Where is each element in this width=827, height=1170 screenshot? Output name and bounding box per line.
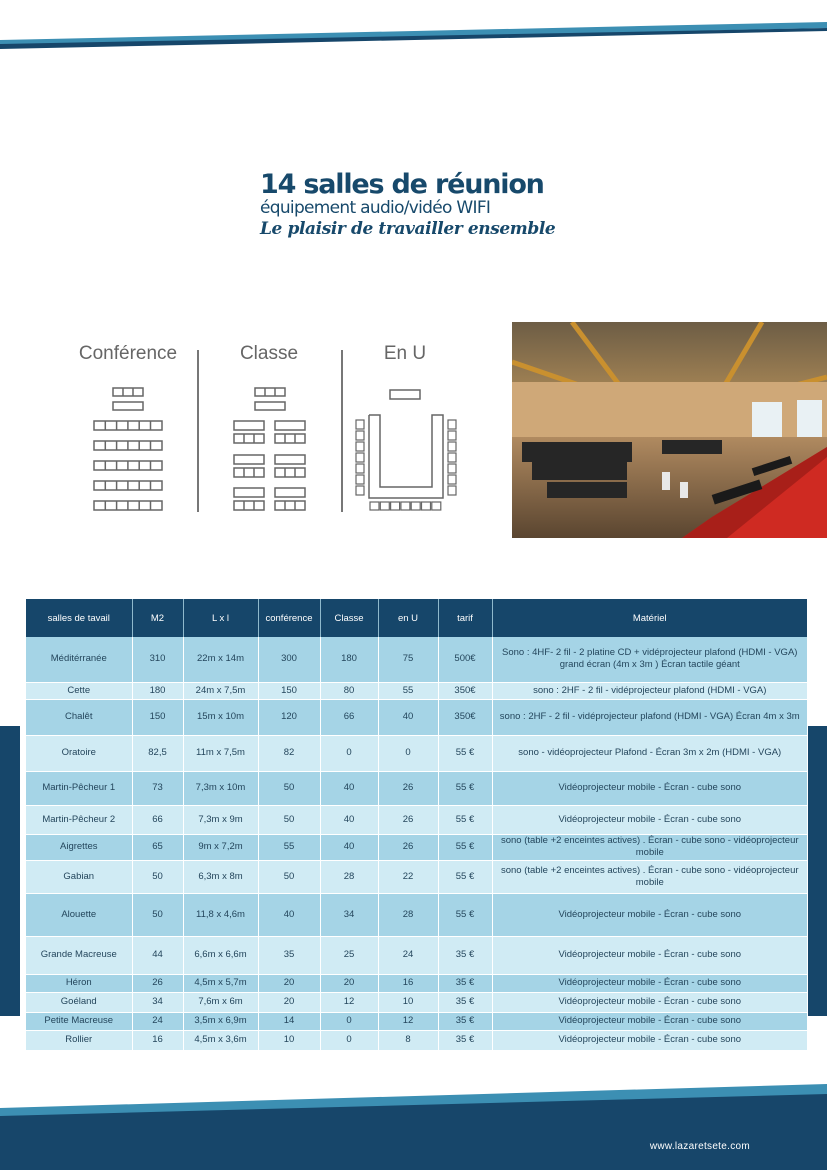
header-wave-decoration bbox=[0, 0, 827, 60]
cell-area-m2: 73 bbox=[132, 771, 183, 805]
cell-conference-capacity: 35 bbox=[258, 936, 320, 974]
cell-dimensions: 22m x 14m bbox=[183, 637, 258, 682]
cell-classe-capacity: 25 bbox=[320, 936, 378, 974]
cell-classe-capacity: 12 bbox=[320, 992, 378, 1012]
table-row bbox=[26, 834, 807, 860]
table-row bbox=[26, 936, 807, 974]
cell-u-capacity: 28 bbox=[378, 893, 438, 936]
table-row bbox=[26, 974, 807, 992]
cell-area-m2: 44 bbox=[132, 936, 183, 974]
cell-classe-capacity: 40 bbox=[320, 805, 378, 834]
cell-u-capacity: 75 bbox=[378, 637, 438, 682]
page-subtitle: équipement audio/vidéo WIFI bbox=[260, 198, 491, 218]
cell-u-capacity: 16 bbox=[378, 974, 438, 992]
cell-dimensions: 4,5m x 3,6m bbox=[183, 1030, 258, 1050]
cell-room-name: Héron bbox=[26, 974, 132, 992]
layout-label-conference: Conférence bbox=[78, 343, 178, 364]
cell-equipment: sono (table +2 enceintes actives) . Écran - cube sono - vidéoprojecteur mobile bbox=[492, 860, 807, 893]
cell-dimensions: 7,3m x 10m bbox=[183, 771, 258, 805]
cell-conference-capacity: 14 bbox=[258, 1012, 320, 1030]
cell-room-name: Cette bbox=[26, 682, 132, 699]
cell-equipment: sono : 2HF - 2 fil - vidéprojecteur plafond (HDMI - VGA) bbox=[492, 682, 807, 699]
footer-website[interactable]: www.lazaretsete.com bbox=[649, 1141, 750, 1152]
cell-dimensions: 9m x 7,2m bbox=[183, 834, 258, 860]
cell-price: 55 € bbox=[438, 805, 492, 834]
cell-equipment: Vidéoprojecteur mobile - Écran - cube sono bbox=[492, 771, 807, 805]
cell-equipment: Vidéoprojecteur mobile - Écran - cube sono bbox=[492, 1030, 807, 1050]
cell-area-m2: 50 bbox=[132, 860, 183, 893]
column-header-classe-capacity: Classe bbox=[320, 599, 378, 637]
cell-price: 35 € bbox=[438, 1012, 492, 1030]
cell-price: 55 € bbox=[438, 834, 492, 860]
table-row bbox=[26, 805, 807, 834]
column-header-conference-capacity: conférence bbox=[258, 599, 320, 637]
cell-dimensions: 15m x 10m bbox=[183, 699, 258, 735]
cell-area-m2: 310 bbox=[132, 637, 183, 682]
cell-room-name: Petite Macreuse bbox=[26, 1012, 132, 1030]
cell-conference-capacity: 82 bbox=[258, 735, 320, 771]
cell-equipment: Vidéoprojecteur mobile - Écran - cube sono bbox=[492, 1012, 807, 1030]
cell-area-m2: 26 bbox=[132, 974, 183, 992]
cell-dimensions: 6,6m x 6,6m bbox=[183, 936, 258, 974]
cell-equipment: Vidéoprojecteur mobile - Écran - cube sono bbox=[492, 936, 807, 974]
cell-room-name: Alouette bbox=[26, 893, 132, 936]
cell-classe-capacity: 40 bbox=[320, 834, 378, 860]
cell-classe-capacity: 28 bbox=[320, 860, 378, 893]
cell-room-name: Chalêt bbox=[26, 699, 132, 735]
table-row bbox=[26, 735, 807, 771]
cell-classe-capacity: 0 bbox=[320, 735, 378, 771]
cell-area-m2: 24 bbox=[132, 1012, 183, 1030]
cell-u-capacity: 26 bbox=[378, 805, 438, 834]
cell-equipment: Sono : 4HF- 2 fil - 2 platine CD + vidéprojecteur plafond (HDMI - VGA) grand écran (4m x 3m ) Écran tactile géant bbox=[492, 637, 807, 682]
cell-conference-capacity: 50 bbox=[258, 860, 320, 893]
cell-conference-capacity: 150 bbox=[258, 682, 320, 699]
cell-area-m2: 50 bbox=[132, 893, 183, 936]
cell-u-capacity: 40 bbox=[378, 699, 438, 735]
layout-separator bbox=[197, 350, 199, 512]
cell-room-name: Aigrettes bbox=[26, 834, 132, 860]
table-header-row bbox=[26, 599, 807, 637]
cell-u-capacity: 26 bbox=[378, 834, 438, 860]
cell-classe-capacity: 66 bbox=[320, 699, 378, 735]
cell-room-name: Méditérranée bbox=[26, 637, 132, 682]
cell-u-capacity: 22 bbox=[378, 860, 438, 893]
rooms-table bbox=[26, 599, 807, 1051]
footer-wave-decoration bbox=[0, 1080, 827, 1170]
cell-price: 35 € bbox=[438, 936, 492, 974]
column-header-price: tarif bbox=[438, 599, 492, 637]
cell-room-name: Rollier bbox=[26, 1030, 132, 1050]
tagline: Le plaisir de travailler ensemble bbox=[260, 219, 556, 239]
cell-area-m2: 82,5 bbox=[132, 735, 183, 771]
cell-conference-capacity: 40 bbox=[258, 893, 320, 936]
classroom-layout-icon bbox=[231, 383, 311, 515]
cell-conference-capacity: 55 bbox=[258, 834, 320, 860]
table-row bbox=[26, 860, 807, 893]
conference-layout-icon bbox=[90, 383, 166, 515]
column-header-room-name: salles de tavail bbox=[26, 599, 132, 637]
cell-dimensions: 24m x 7,5m bbox=[183, 682, 258, 699]
column-header-u-capacity: en U bbox=[378, 599, 438, 637]
cell-room-name: Grande Macreuse bbox=[26, 936, 132, 974]
table-row bbox=[26, 771, 807, 805]
cell-conference-capacity: 10 bbox=[258, 1030, 320, 1050]
cell-equipment: sono (table +2 enceintes actives) . Écran - cube sono - vidéoprojecteur mobile bbox=[492, 834, 807, 860]
cell-room-name: Oratoire bbox=[26, 735, 132, 771]
cell-u-capacity: 26 bbox=[378, 771, 438, 805]
cell-price: 55 € bbox=[438, 771, 492, 805]
cell-classe-capacity: 40 bbox=[320, 771, 378, 805]
table-row bbox=[26, 893, 807, 936]
cell-conference-capacity: 300 bbox=[258, 637, 320, 682]
cell-dimensions: 7,3m x 9m bbox=[183, 805, 258, 834]
table-row bbox=[26, 992, 807, 1012]
cell-equipment: sono : 2HF - 2 fil - vidéprojecteur plafond (HDMI - VGA) Écran 4m x 3m bbox=[492, 699, 807, 735]
cell-price: 55 € bbox=[438, 735, 492, 771]
cell-equipment: Vidéoprojecteur mobile - Écran - cube sono bbox=[492, 805, 807, 834]
cell-price: 500€ bbox=[438, 637, 492, 682]
cell-price: 55 € bbox=[438, 860, 492, 893]
cell-area-m2: 16 bbox=[132, 1030, 183, 1050]
cell-u-capacity: 8 bbox=[378, 1030, 438, 1050]
cell-u-capacity: 55 bbox=[378, 682, 438, 699]
cell-area-m2: 66 bbox=[132, 805, 183, 834]
column-header-area-m2: M2 bbox=[132, 599, 183, 637]
cell-u-capacity: 12 bbox=[378, 1012, 438, 1030]
cell-price: 35 € bbox=[438, 974, 492, 992]
table-row bbox=[26, 1012, 807, 1030]
title-block bbox=[260, 170, 555, 239]
layout-label-en-u: En U bbox=[383, 343, 427, 364]
table-row bbox=[26, 682, 807, 699]
right-accent-bar bbox=[808, 726, 827, 1016]
cell-conference-capacity: 120 bbox=[258, 699, 320, 735]
meeting-room-photo bbox=[512, 322, 827, 538]
cell-dimensions: 11,8 x 4,6m bbox=[183, 893, 258, 936]
cell-u-capacity: 0 bbox=[378, 735, 438, 771]
cell-conference-capacity: 20 bbox=[258, 992, 320, 1012]
cell-conference-capacity: 20 bbox=[258, 974, 320, 992]
cell-classe-capacity: 80 bbox=[320, 682, 378, 699]
cell-classe-capacity: 0 bbox=[320, 1030, 378, 1050]
cell-u-capacity: 10 bbox=[378, 992, 438, 1012]
cell-price: 35 € bbox=[438, 1030, 492, 1050]
cell-price: 35 € bbox=[438, 992, 492, 1012]
cell-area-m2: 180 bbox=[132, 682, 183, 699]
cell-equipment: Vidéoprojecteur mobile - Écran - cube sono bbox=[492, 893, 807, 936]
cell-price: 55 € bbox=[438, 893, 492, 936]
cell-equipment: Vidéoprojecteur mobile - Écran - cube sono bbox=[492, 992, 807, 1012]
cell-conference-capacity: 50 bbox=[258, 771, 320, 805]
cell-classe-capacity: 0 bbox=[320, 1012, 378, 1030]
cell-classe-capacity: 180 bbox=[320, 637, 378, 682]
column-header-equipment: Matériel bbox=[492, 599, 807, 637]
cell-room-name: Goéland bbox=[26, 992, 132, 1012]
table-row bbox=[26, 637, 807, 682]
cell-dimensions: 11m x 7,5m bbox=[183, 735, 258, 771]
cell-dimensions: 3,5m x 6,9m bbox=[183, 1012, 258, 1030]
cell-classe-capacity: 34 bbox=[320, 893, 378, 936]
cell-room-name: Gabian bbox=[26, 860, 132, 893]
cell-equipment: sono - vidéoprojecteur Plafond - Écran 3m x 2m (HDMI - VGA) bbox=[492, 735, 807, 771]
cell-price: 350€ bbox=[438, 699, 492, 735]
layout-separator bbox=[341, 350, 343, 512]
cell-area-m2: 150 bbox=[132, 699, 183, 735]
cell-price: 350€ bbox=[438, 682, 492, 699]
cell-area-m2: 34 bbox=[132, 992, 183, 1012]
layout-label-classe: Classe bbox=[239, 343, 299, 364]
cell-area-m2: 65 bbox=[132, 834, 183, 860]
cell-u-capacity: 24 bbox=[378, 936, 438, 974]
cell-dimensions: 6,3m x 8m bbox=[183, 860, 258, 893]
cell-equipment: Vidéoprojecteur mobile - Écran - cube sono bbox=[492, 974, 807, 992]
cell-room-name: Martin-Pêcheur 1 bbox=[26, 771, 132, 805]
left-accent-bar bbox=[0, 726, 20, 1016]
table-row bbox=[26, 1030, 807, 1050]
table-row bbox=[26, 699, 807, 735]
u-shape-layout-icon bbox=[352, 383, 460, 515]
cell-conference-capacity: 50 bbox=[258, 805, 320, 834]
cell-dimensions: 7,6m x 6m bbox=[183, 992, 258, 1012]
cell-room-name: Martin-Pêcheur 2 bbox=[26, 805, 132, 834]
page-title: 14 salles de réunion bbox=[260, 169, 544, 200]
column-header-dimensions: L x l bbox=[183, 599, 258, 637]
cell-classe-capacity: 20 bbox=[320, 974, 378, 992]
cell-dimensions: 4,5m x 5,7m bbox=[183, 974, 258, 992]
